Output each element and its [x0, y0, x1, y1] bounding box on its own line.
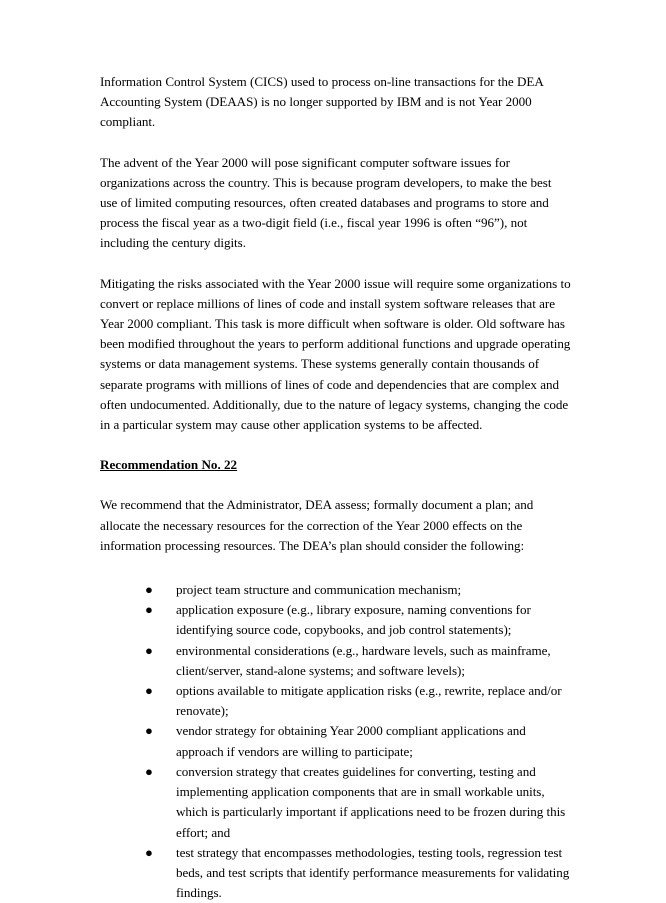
paragraph-cics-deaas: Information Control System (CICS) used to process on-line transactions for the DEA Accounting System (DEAAS) is no longer supported by IBM and is not Year 2000 compliant.: [100, 74, 544, 130]
list-item-label: environmental considerations (e.g., hardware levels, such as mainframe, client/server, stand-alone systems; and software levels);: [176, 642, 551, 678]
page-content: [100, 72, 572, 903]
bullet-point-icon: ●: [145, 763, 153, 779]
section-heading-container: [100, 435, 572, 495]
list-item-label: conversion strategy that creates guidelines for converting, testing and implementing application components that are in small workable units, which is particularly important if applications need to be frozen during this effort; and: [176, 763, 566, 840]
list-item: [100, 641, 572, 681]
bullet-point-icon: ●: [145, 683, 153, 699]
list-item-label: project team structure and communication mechanism;: [176, 582, 462, 598]
list-item: [100, 721, 572, 761]
list-item-label: test strategy that encompasses methodologies, testing tools, regression test beds, and test scripts that identify performance measurements for validating findings.: [176, 844, 570, 901]
bullet-point-icon: ●: [145, 844, 153, 860]
bullet-point-icon: ●: [145, 642, 153, 658]
list-item-label: application exposure (e.g., library exposure, naming conventions for identifying source code, copybooks, and job control statements);: [176, 602, 531, 638]
list-item: [100, 843, 572, 903]
paragraph-year-2000-advent: The advent of the Year 2000 will pose significant computer software issues for organizations across the country. This is because program developers, to make the best use of limited computing resources, often created databases and programs to store and process the fiscal year as a two-digit field (i.e., fiscal year 1996 is often “96”), not including the century digits.: [100, 154, 552, 251]
bullet-point-icon: ●: [145, 723, 153, 739]
list-item: [100, 580, 572, 600]
paragraph-recommendation-text: We recommend that the Administrator, DEA assess; formally document a plan; and allocate the necessary resources for the correction of the Year 2000 effects on the information processing resources. The DEA’s plan should consider the following:: [100, 497, 534, 553]
bullet-point-icon: ●: [145, 602, 153, 618]
list-item: [100, 600, 572, 640]
paragraph-mitigating-risks: Mitigating the risks associated with the Year 2000 issue will require some organizations to convert or replace millions of lines of code and install system software releases that are Year 2000 compliant. This task is more difficult when software is older. Old software has been modified throughout the years to perform additional functions and upgrade operating systems or data management systems. These systems generally contain thousands of separate programs with millions of lines of code and dependencies that are complex and often undocumented. Additionally, due to the nature of legacy systems, changing the code in a particular system may cause other application systems to be affected.: [100, 275, 571, 433]
list-item: [100, 681, 572, 721]
list-item-label: options available to mitigate application risks (e.g., rewrite, replace and/or renovate);: [176, 683, 562, 719]
recommendation-bullet-list: [100, 580, 572, 903]
list-item-label: vendor strategy for obtaining Year 2000 compliant applications and approach if vendors are willing to participate;: [176, 723, 526, 759]
page-title: Recommendation No. 22: [100, 457, 238, 473]
bullet-point-icon: ●: [145, 582, 153, 598]
list-item: [100, 762, 572, 843]
